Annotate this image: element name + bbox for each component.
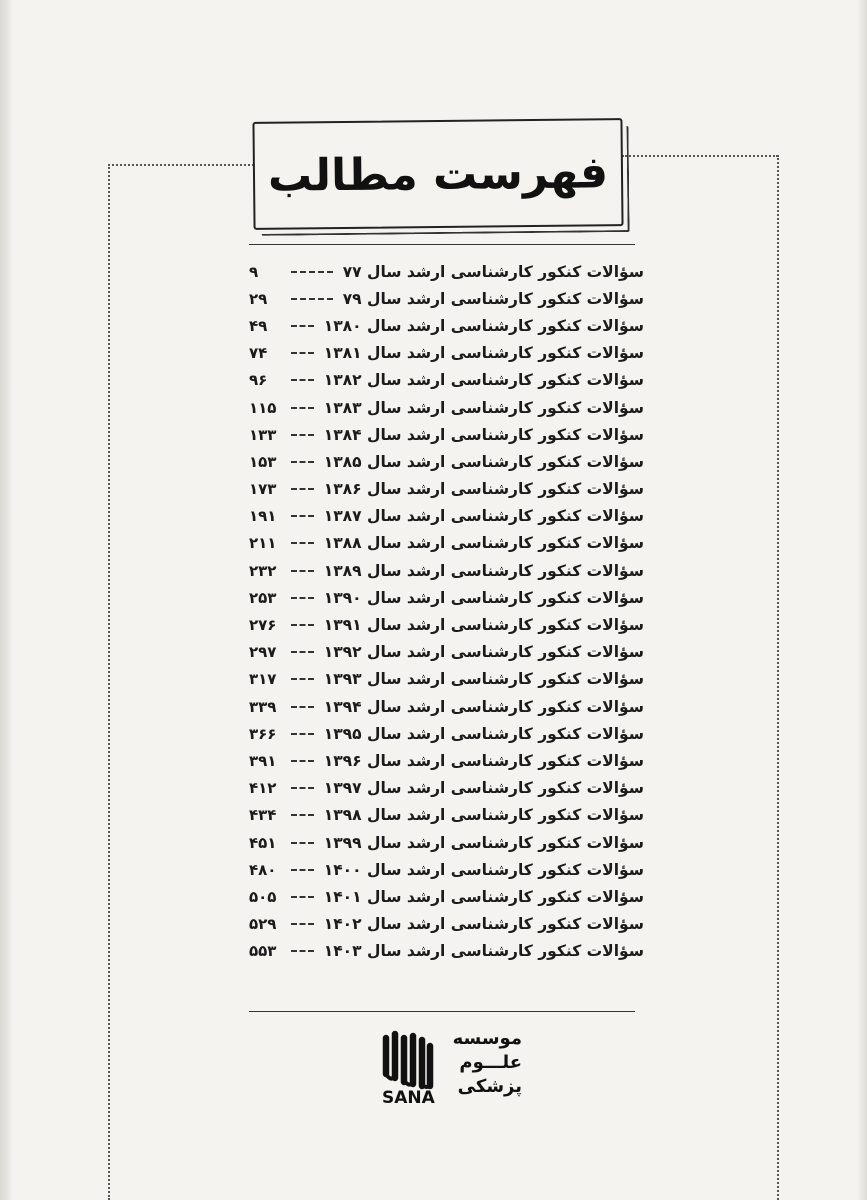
- toc-page-number: ۳۳۹: [249, 697, 277, 716]
- toc-page-number: ۱۱۵: [249, 398, 277, 417]
- toc-entry-title: سؤالات کنکور کارشناسی ارشد سال ۱۴۰۰: [323, 860, 644, 879]
- frame-border-right: [777, 155, 779, 1200]
- toc-page-number: ۲۹: [249, 289, 268, 308]
- toc-leader: [291, 542, 314, 544]
- toc-entry: [249, 666, 644, 693]
- toc-entry-title: سؤالات کنکور کارشناسی ارشد سال ۱۳۹۵: [323, 724, 644, 743]
- toc-leader: [291, 760, 314, 762]
- toc-page-number: ۳۱۷: [249, 670, 277, 689]
- toc-entry-title: سؤالات کنکور کارشناسی ارشد سال ۱۳۹۴: [323, 697, 644, 716]
- toc-entry-title: سؤالات کنکور کارشناسی ارشد سال ۱۴۰۳: [323, 942, 644, 961]
- toc-page-number: ۵۰۵: [249, 887, 277, 906]
- toc-page-number: ۱۹۱: [249, 507, 277, 526]
- toc-entry: [249, 476, 644, 503]
- toc-page-number: ۴۳۴: [249, 806, 277, 825]
- toc-leader: [291, 271, 333, 273]
- toc-entry: [249, 611, 644, 638]
- toc-entry: [249, 584, 644, 611]
- toc-entry-title: سؤالات کنکور کارشناسی ارشد سال ۱۳۸۹: [323, 561, 644, 580]
- toc-entry-title: سؤالات کنکور کارشناسی ارشد سال ۷۷: [342, 262, 644, 281]
- toc-leader: [291, 651, 314, 653]
- toc-leader: [291, 923, 314, 925]
- logo-text-line3: پزشکی: [457, 1076, 522, 1097]
- toc-leader: [291, 298, 333, 300]
- toc-page-number: ۴۹: [249, 316, 268, 335]
- toc-entry-title: سؤالات کنکور کارشناسی ارشد سال ۷۹: [342, 289, 644, 308]
- toc-entry: [249, 693, 644, 720]
- toc-entry-title: سؤالات کنکور کارشناسی ارشد سال ۱۳۸۶: [323, 480, 644, 499]
- toc-leader: [291, 678, 314, 680]
- title-box: [252, 118, 623, 230]
- toc-leader: [291, 597, 314, 599]
- frame-border-top-right: [622, 155, 778, 157]
- toc-entry: [249, 421, 644, 448]
- toc-entry: [249, 883, 644, 910]
- toc-entry: [249, 530, 644, 557]
- toc-page-number: ۴۵۱: [249, 833, 277, 852]
- toc-entry-title: سؤالات کنکور کارشناسی ارشد سال ۱۳۸۸: [323, 534, 644, 553]
- toc-entry-title: سؤالات کنکور کارشناسی ارشد سال ۱۳۹۲: [323, 643, 644, 662]
- frame-border-top-left: [108, 164, 254, 166]
- toc-entry-title: سؤالات کنکور کارشناسی ارشد سال ۱۳۹۰: [323, 588, 644, 607]
- toc-leader: [291, 814, 314, 816]
- toc-entry: [249, 367, 644, 394]
- toc-leader: [291, 461, 314, 463]
- toc-page-number: ۱۷۳: [249, 480, 277, 499]
- toc-entry-title: سؤالات کنکور کارشناسی ارشد سال ۱۳۸۲: [323, 371, 644, 390]
- logo-latin-text: SANA: [382, 1088, 435, 1108]
- toc-page-number: ۲۹۷: [249, 643, 277, 662]
- toc-entry: [249, 911, 644, 938]
- toc-entry: [249, 394, 644, 421]
- frame-border-left: [108, 164, 110, 1200]
- toc-page-number: ۴۱۲: [249, 779, 277, 798]
- toc-entry: [249, 747, 644, 774]
- toc-entry-title: سؤالات کنکور کارشناسی ارشد سال ۱۳۹۷: [323, 779, 644, 798]
- toc-entry-title: سؤالات کنکور کارشناسی ارشد سال ۱۴۰۲: [323, 915, 644, 934]
- toc-entry: [249, 720, 644, 747]
- toc-entry: [249, 775, 644, 802]
- toc-entry-title: سؤالات کنکور کارشناسی ارشد سال ۱۳۹۳: [323, 670, 644, 689]
- toc-leader: [291, 896, 314, 898]
- toc-entry: [249, 829, 644, 856]
- logo-text-line2: علـــوم: [459, 1052, 522, 1073]
- divider-bottom: [249, 1011, 635, 1012]
- toc-leader: [291, 842, 314, 844]
- toc-page-number: ۱۵۳: [249, 452, 277, 471]
- toc-entry: [249, 856, 644, 883]
- toc-leader: [291, 325, 314, 327]
- toc-page-number: ۲۵۳: [249, 588, 277, 607]
- toc-leader: [291, 787, 314, 789]
- toc-entry: [249, 340, 644, 367]
- toc-page-number: ۲۳۲: [249, 561, 277, 580]
- page-edge-right: [857, 0, 867, 1200]
- toc-page-number: ۱۳۳: [249, 425, 277, 444]
- toc-entry: [249, 258, 644, 285]
- logo-text-line1: موسسه: [452, 1028, 522, 1049]
- toc-entry: [249, 503, 644, 530]
- toc-leader: [291, 570, 314, 572]
- toc-page-number: ۴۸۰: [249, 860, 277, 879]
- toc-leader: [291, 434, 314, 436]
- toc-page-number: ۷۴: [249, 344, 268, 363]
- toc-entry-title: سؤالات کنکور کارشناسی ارشد سال ۱۳۹۸: [323, 806, 644, 825]
- toc-page-number: ۳۶۶: [249, 724, 277, 743]
- table-of-contents: [249, 258, 644, 965]
- toc-page-number: ۳۹۱: [249, 751, 277, 770]
- toc-entry-title: سؤالات کنکور کارشناسی ارشد سال ۱۴۰۱: [323, 887, 644, 906]
- toc-leader: [291, 869, 314, 871]
- toc-entry-title: سؤالات کنکور کارشناسی ارشد سال ۱۳۹۶: [323, 751, 644, 770]
- toc-leader: [291, 950, 314, 952]
- toc-entry: [249, 639, 644, 666]
- toc-entry-title: سؤالات کنکور کارشناسی ارشد سال ۱۳۹۱: [323, 616, 644, 635]
- toc-leader: [291, 624, 314, 626]
- toc-entry-title: سؤالات کنکور کارشناسی ارشد سال ۱۳۸۴: [323, 425, 644, 444]
- publisher-logo: [382, 1028, 522, 1114]
- sana-logo-icon: [382, 1028, 434, 1090]
- toc-entry-title: سؤالات کنکور کارشناسی ارشد سال ۱۳۹۹: [323, 833, 644, 852]
- toc-entry: [249, 802, 644, 829]
- toc-leader: [291, 407, 314, 409]
- toc-page-number: ۲۱۱: [249, 534, 277, 553]
- toc-leader: [291, 352, 314, 354]
- divider-top: [249, 244, 635, 245]
- toc-leader: [291, 515, 314, 517]
- toc-entry: [249, 557, 644, 584]
- toc-leader: [291, 379, 314, 381]
- toc-entry-title: سؤالات کنکور کارشناسی ارشد سال ۱۳۸۵: [323, 452, 644, 471]
- toc-entry: [249, 448, 644, 475]
- toc-page-number: ۲۷۶: [249, 616, 277, 635]
- toc-entry: [249, 285, 644, 312]
- toc-leader: [291, 488, 314, 490]
- toc-entry: [249, 312, 644, 339]
- toc-entry-title: سؤالات کنکور کارشناسی ارشد سال ۱۳۸۳: [323, 398, 644, 417]
- page-edge-left: [0, 0, 14, 1200]
- toc-page-number: ۵۲۹: [249, 915, 277, 934]
- toc-leader: [291, 706, 314, 708]
- toc-entry-title: سؤالات کنکور کارشناسی ارشد سال ۱۳۸۰: [323, 316, 644, 335]
- toc-entry-title: سؤالات کنکور کارشناسی ارشد سال ۱۳۸۱: [323, 344, 644, 363]
- toc-entry: [249, 938, 644, 965]
- toc-leader: [291, 733, 314, 735]
- toc-entry-title: سؤالات کنکور کارشناسی ارشد سال ۱۳۸۷: [323, 507, 644, 526]
- toc-page-number: ۹: [249, 262, 259, 281]
- toc-page-number: ۹۶: [249, 371, 268, 390]
- page-title: فهرست مطالب: [267, 146, 609, 202]
- toc-page-number: ۵۵۳: [249, 942, 277, 961]
